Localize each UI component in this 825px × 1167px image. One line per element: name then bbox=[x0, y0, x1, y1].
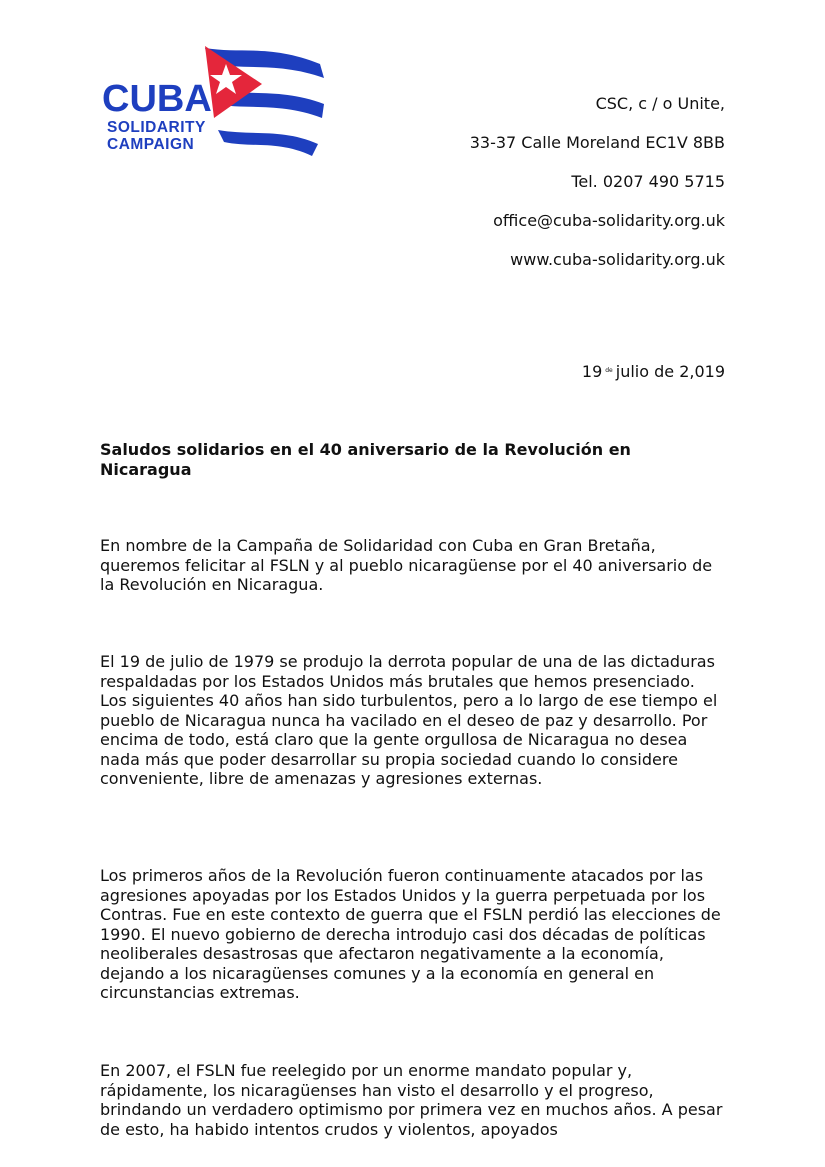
paragraph-4: En 2007, el FSLN fue reelegido por un enorme mandato popular y, rápidamente, los nicaragüenses han visto el desarrollo y el progreso, brindando un verdadero optimismo por primera vez en muchos años. A pesar de esto, ha habido intentos crudos y violentos, apoyados bbox=[100, 1061, 723, 1139]
paragraph-2: El 19 de julio de 1979 se produjo la derrota popular de una de las dictaduras respaldadas por los Estados Unidos más brutales que hemos presenciado. Los siguientes 40 años han sido turbulentos, pero a lo largo de ese tiempo el pueblo de Nicaragua nunca ha vacilado en el deseo de paz y desarrollo. Por encima de todo, está claro que la gente orgullosa de Nicaragua no desea nada más que poder desarrollar su propia sociedad cuando lo considere conveniente, libre de amenazas y agresiones externas. bbox=[100, 652, 718, 788]
logo-wordmark-solidarity: SOLIDARITY bbox=[107, 119, 206, 136]
letter-title: Saludos solidarios en el 40 aniversario de la Revolución en Nicaragua bbox=[100, 440, 631, 479]
logo-wordmark-campaign: CAMPAIGN bbox=[107, 136, 195, 153]
date-day: 19 bbox=[581, 362, 603, 381]
cuba-solidarity-logo bbox=[100, 38, 332, 162]
date-rest: julio de 2,019 bbox=[615, 362, 725, 381]
paragraph-1: En nombre de la Campaña de Solidaridad con Cuba en Gran Bretaña, queremos felicitar al FSLN y al pueblo nicaragüense por el 40 aniversario de la Revolución en Nicaragua. bbox=[100, 536, 713, 594]
address-street: 33-37 Calle Moreland EC1V 8BB bbox=[469, 133, 725, 152]
address-org: CSC, c / o Unite, bbox=[595, 94, 725, 113]
address-tel: Tel. 0207 490 5715 bbox=[571, 172, 725, 191]
date-sup: de bbox=[605, 367, 613, 374]
logo-wordmark-cuba: CUBA bbox=[102, 78, 212, 120]
address-email[interactable]: office@cuba-solidarity.org.uk bbox=[493, 211, 725, 230]
letter-date bbox=[582, 362, 725, 381]
address-web[interactable]: www.cuba-solidarity.org.uk bbox=[510, 250, 725, 269]
cuban-flag-icon bbox=[200, 44, 330, 164]
paragraph-3: Los primeros años de la Revolución fueron continuamente atacados por las agresiones apoyadas por los Estados Unidos y la guerra perpetuada por los Contras. Fue en este contexto de guerra que el FSLN perdió las elecciones de 1990. El nuevo gobierno de derecha introdujo casi dos décadas de políticas neoliberales desastrosas que afectaron negativamente a la economía, dejando a los nicaragüenses comunes y a la economía en general en circunstancias extremas. bbox=[100, 866, 721, 1002]
